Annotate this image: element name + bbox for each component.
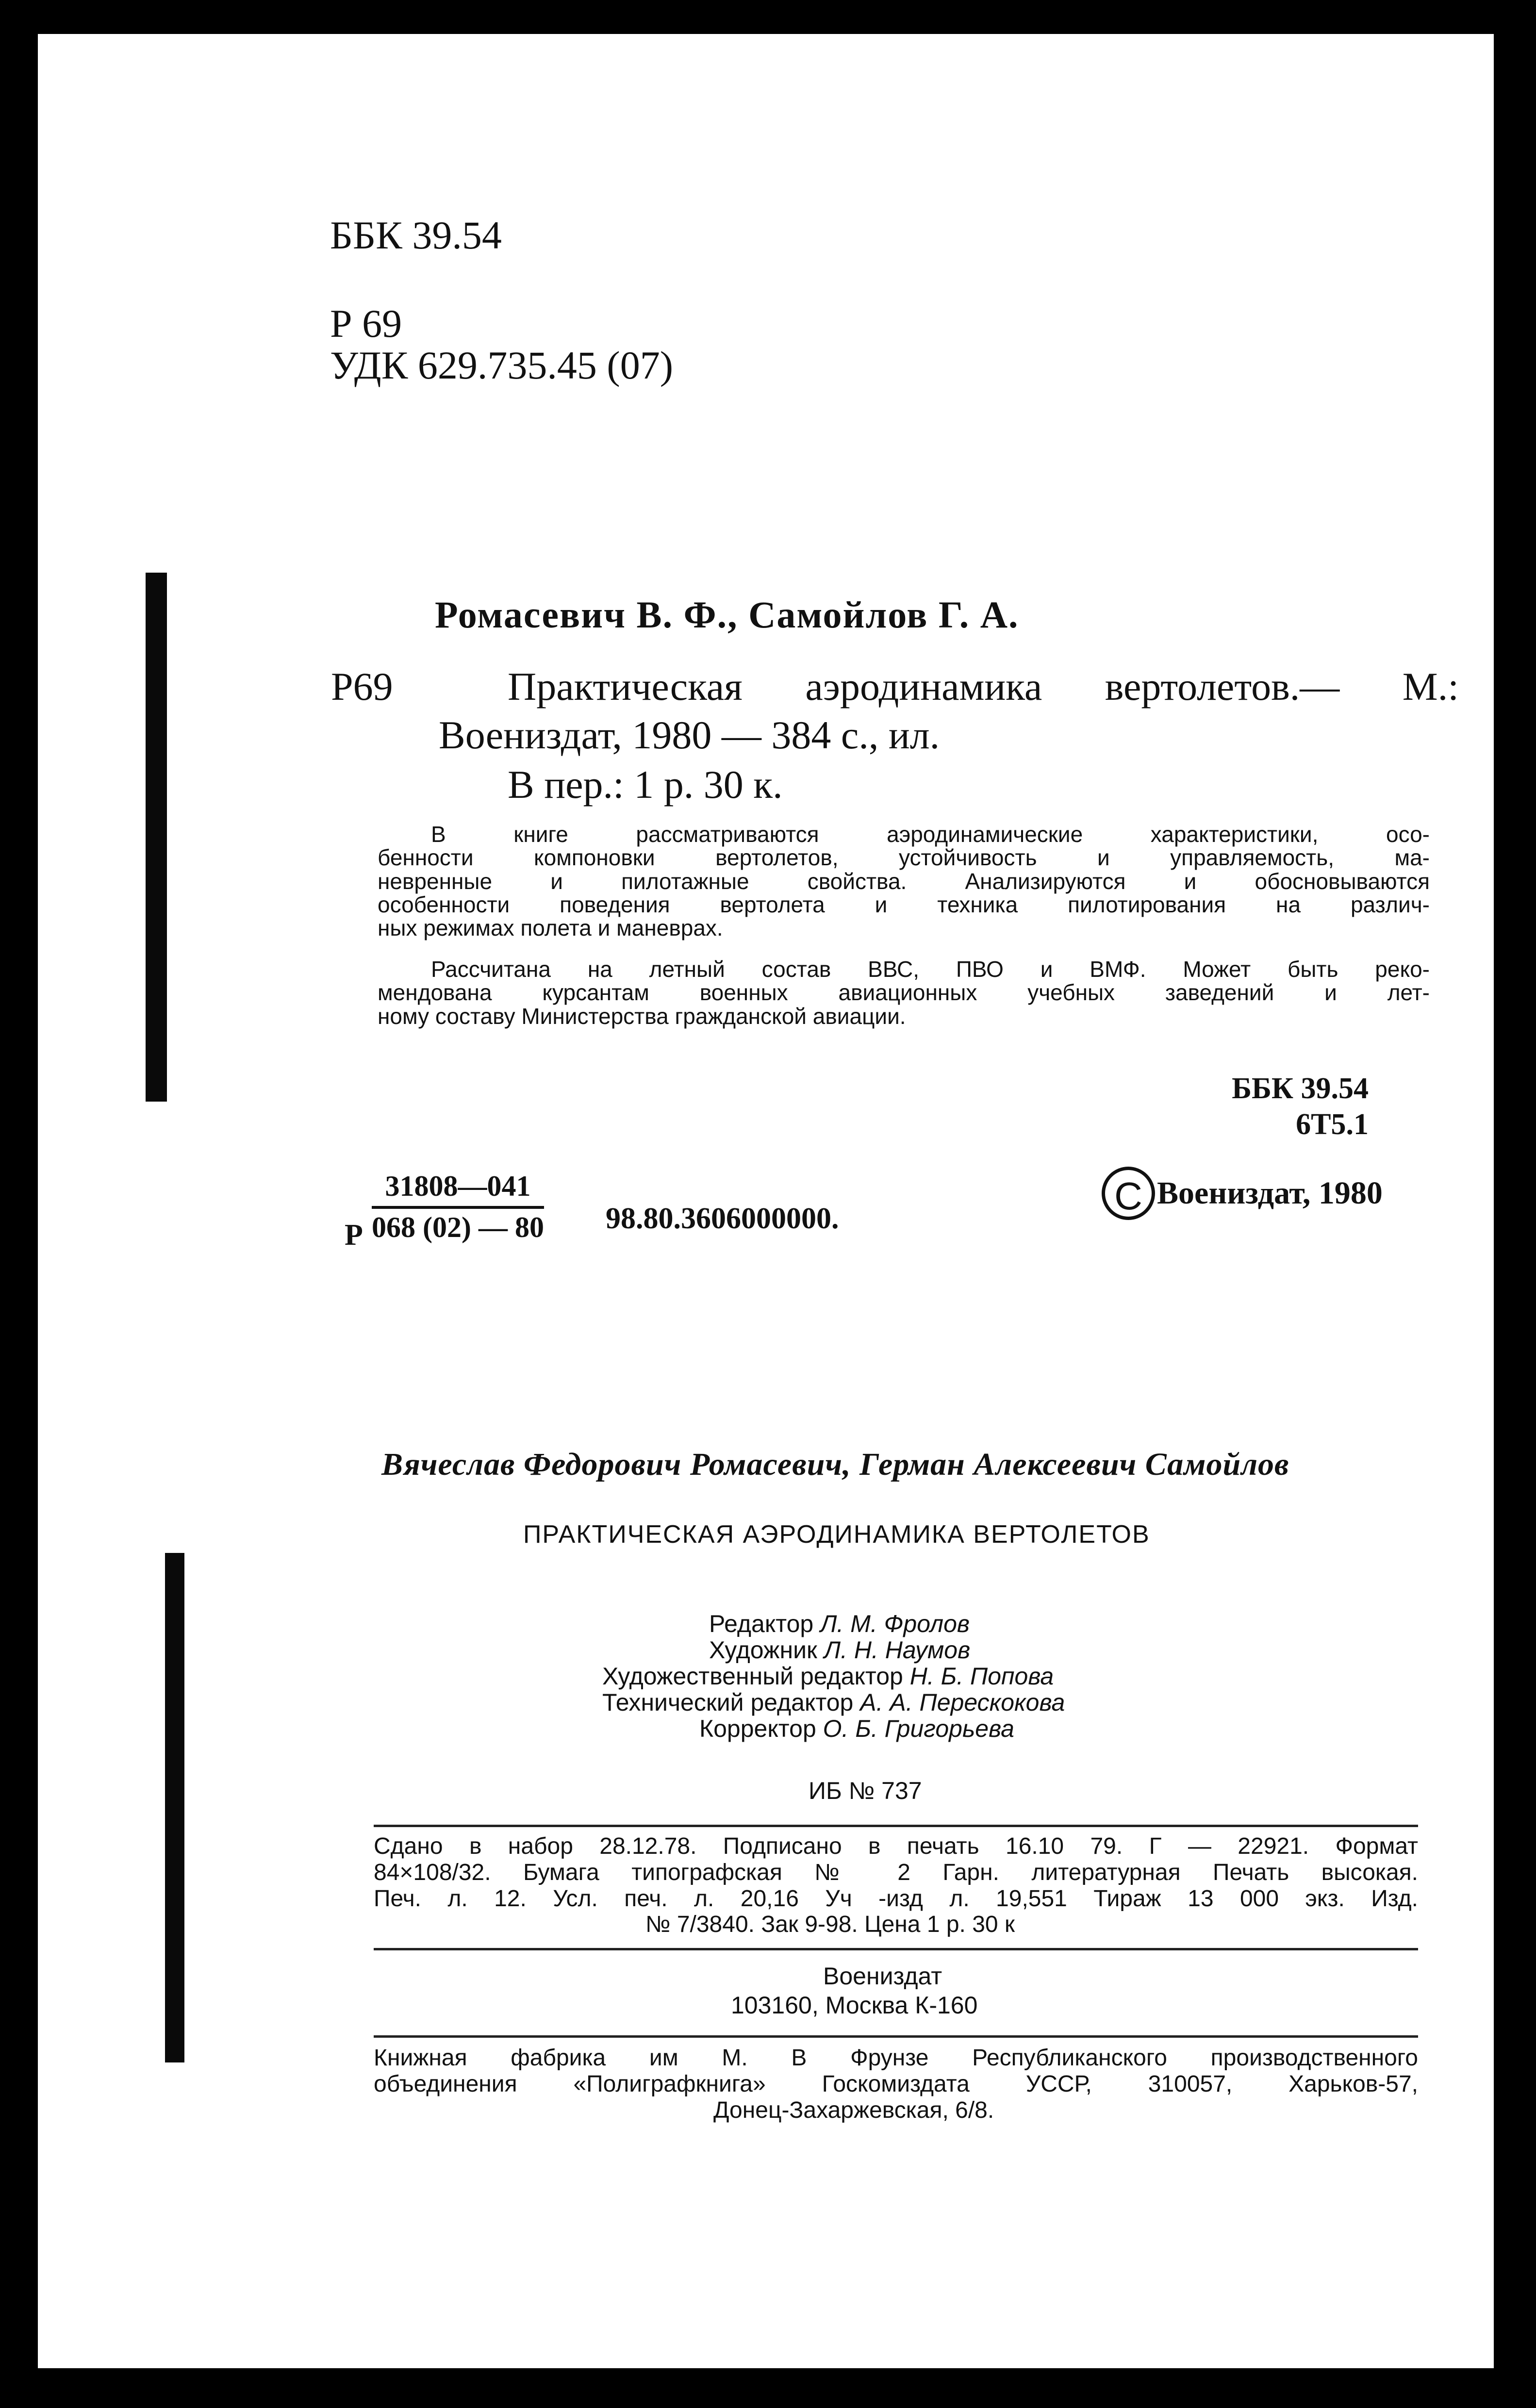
audience-line: ному составу Министерства гражданской авиации. bbox=[378, 1003, 906, 1029]
abstract-line: ных режимах полета и маневрах. bbox=[378, 915, 723, 941]
divider-rule bbox=[374, 2035, 1418, 2038]
card-abstract bbox=[378, 823, 1430, 940]
card-authors: Ромасевич В. Ф., Самойлов Г. А. bbox=[435, 594, 1019, 636]
staff-line bbox=[602, 1690, 1065, 1715]
udk-code: УДК 629.735.45 (07) bbox=[330, 343, 674, 387]
scan-binding-mark-bottom bbox=[165, 1553, 184, 2062]
card-audience bbox=[378, 957, 1430, 1028]
staff-role: Технический редактор bbox=[602, 1689, 854, 1716]
imprint-authors: Вячеслав Федорович Ромасевич, Герман Алексеевич Самойлов bbox=[381, 1447, 1289, 1482]
staff-line bbox=[699, 1716, 1014, 1742]
staff-name: Л. Н. Наумов bbox=[824, 1636, 971, 1664]
abstract-line: В книге рассматриваются аэродинамические характеристики, осо- bbox=[431, 822, 1430, 847]
print-line: Печ. л. 12. Усл. печ. л. 20,16 Уч -изд л. 19,551 Тираж 13 000 экз. Изд. bbox=[374, 1885, 1418, 1912]
index-fraction bbox=[372, 1170, 544, 1244]
audience-line: Рассчитана на летный состав ВВС, ПВО и ВМФ. Может быть реко- bbox=[431, 957, 1430, 982]
divider-rule bbox=[374, 1948, 1418, 1950]
staff-role: Художественный редактор bbox=[602, 1663, 903, 1690]
staff-role: Художник bbox=[709, 1636, 817, 1664]
card-price: В пер.: 1 р. 30 к. bbox=[508, 762, 783, 807]
print-line: № 7/3840. Зак 9-98. Цена 1 р. 30 к bbox=[645, 1912, 1015, 1938]
card-shelf-code: Р69 bbox=[331, 664, 393, 709]
card-bbk-right-1: ББК 39.54 bbox=[1232, 1072, 1369, 1105]
publisher-name: Воениздат bbox=[823, 1963, 942, 1990]
factory-line: объединения «Полиграфкнига» Госкомиздата УССР, 310057, Харьков-57, bbox=[374, 2071, 1418, 2097]
staff-line bbox=[709, 1637, 970, 1663]
divider-rule bbox=[374, 1825, 1418, 1827]
copyright-icon: С bbox=[1102, 1167, 1155, 1220]
abstract-line: бенности компоновки вертолетов, устойчивость и управляемость, ма- bbox=[378, 845, 1430, 871]
page bbox=[38, 34, 1494, 2368]
ib-number: ИБ № 737 bbox=[809, 1777, 922, 1804]
factory-line: Донец-Захаржевская, 6/8. bbox=[713, 2097, 994, 2123]
print-line: 84×108/32. Бумага типографская № 2 Гарн. литературная Печать высокая. bbox=[374, 1859, 1418, 1885]
staff-line bbox=[602, 1664, 1054, 1689]
staff-line bbox=[709, 1611, 970, 1637]
copyright-line bbox=[1102, 1167, 1383, 1220]
bbk-code: ББК 39.54 bbox=[330, 213, 502, 257]
copyright-text: Воениздат, 1980 bbox=[1157, 1175, 1383, 1211]
imprint-title: ПРАКТИЧЕСКАЯ АЭРОДИНАМИКА ВЕРТОЛЕТОВ bbox=[523, 1520, 1150, 1549]
card-title-line-1: Практическая аэродинамика вертолетов.— М.: bbox=[508, 664, 1459, 709]
abstract-line: невренные и пилотажные свойства. Анализируются и обосновываются bbox=[378, 868, 1430, 894]
staff-role: Корректор bbox=[699, 1715, 816, 1742]
card-title-line-2: Воениздат, 1980 — 384 с., ил. bbox=[439, 713, 940, 757]
factory-info bbox=[374, 2045, 1418, 2123]
index-prefix: Р bbox=[345, 1219, 363, 1252]
audience-line: мендована курсантам военных авиационных учебных заведений и лет- bbox=[378, 980, 1430, 1006]
print-line: Сдано в набор 28.12.78. Подписано в печать 16.10 79. Г — 22921. Формат bbox=[374, 1833, 1418, 1859]
r-code: Р 69 bbox=[330, 301, 402, 346]
staff-name: Л. М. Фролов bbox=[820, 1610, 970, 1637]
abstract-line: особенности поведения вертолета и техника пилотирования на различ- bbox=[378, 891, 1430, 917]
factory-line: Книжная фабрика им М. В Фрунзе Республиканского производственного bbox=[374, 2045, 1418, 2071]
index-denominator: 068 (02) — 80 bbox=[372, 1211, 544, 1243]
scan-binding-mark-top bbox=[146, 573, 167, 1102]
index-suffix: 98.80.3606000000. bbox=[606, 1202, 839, 1235]
card-bbk-right-2: 6Т5.1 bbox=[1296, 1108, 1369, 1141]
staff-role: Редактор bbox=[709, 1610, 814, 1637]
staff-name: А. А. Перескокова bbox=[860, 1689, 1065, 1716]
print-details bbox=[374, 1833, 1418, 1938]
index-numerator: 31808—041 bbox=[372, 1170, 544, 1209]
staff-name: Н. Б. Попова bbox=[909, 1663, 1054, 1690]
publisher-address: 103160, Москва К-160 bbox=[731, 1992, 978, 2019]
staff-name: О. Б. Григорьева bbox=[823, 1715, 1014, 1742]
